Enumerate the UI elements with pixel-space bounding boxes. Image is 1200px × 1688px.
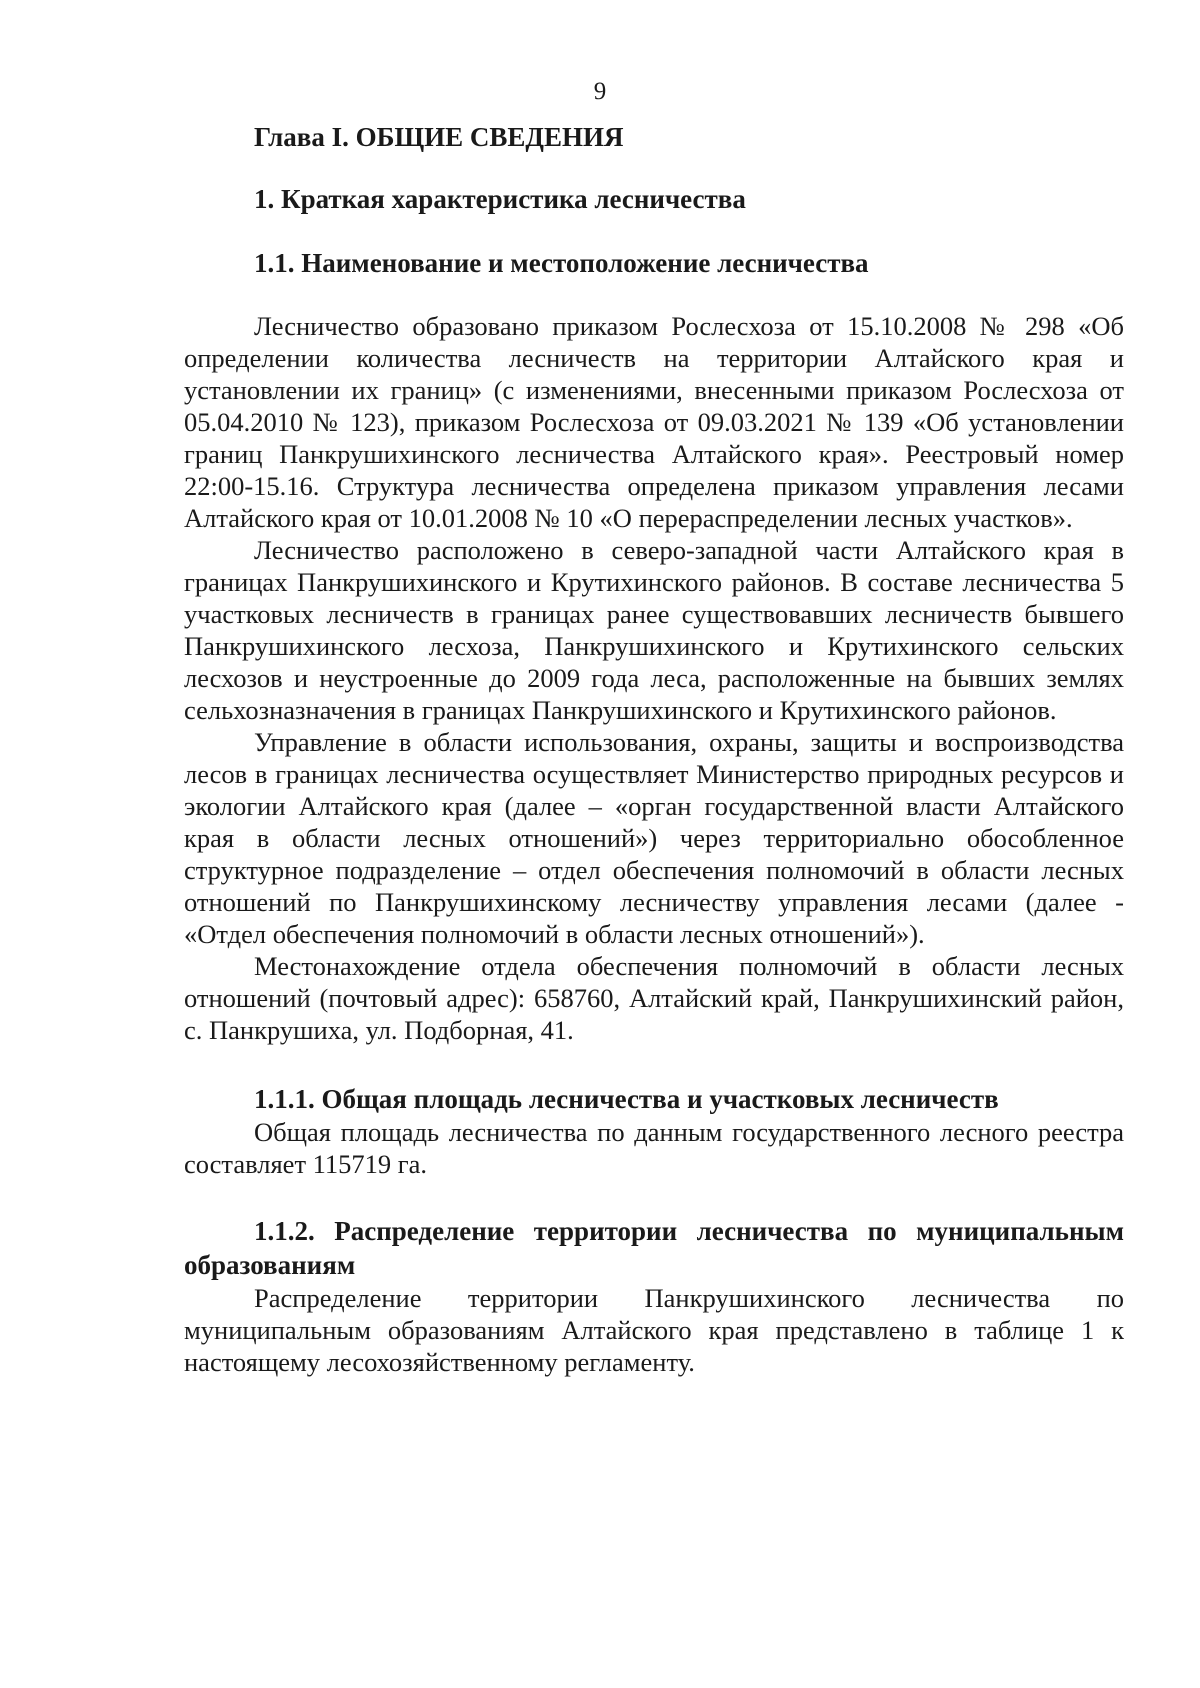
paragraph-establishment: Лесничество образовано приказом Рослесхоза от 15.10.2008 № 298 «Об определении количества лесничеств на территории Алтайского края и установлении их границ» (с изменениями, внесенными приказом Рослесхоза от 05.04.2010 № 123), приказом Рослесхоза от 09.03.2021 № 139 «Об установлении границ Панкрушихинского лесничества Алтайского края». Реестровый номер 22:00-15.16. Структура лесничества определена приказом управления лесами Алтайского края от 10.01.2008 № 10 «О перераспределении лесных участков». bbox=[184, 311, 1124, 533]
chapter-title: Глава I. ОБЩИЕ СВЕДЕНИЯ bbox=[254, 122, 624, 152]
paragraph-management: Управление в области использования, охраны, защиты и воспроизводства лесов в границах лесничества осуществляет Министерство природных ресурсов и экологии Алтайского края (далее – «орган государственной власти Алтайского края в области лесных отношений») через территориально обособленное структурное подразделение – отдел обеспечения полномочий в области лесных отношений по Панкрушихинскому лесничеству управления лесами (далее - «Отдел обеспечения полномочий в области лесных отношений»). bbox=[184, 727, 1124, 949]
page-content bbox=[184, 120, 1124, 1378]
paragraph-location: Лесничество расположено в северо-западной части Алтайского края в границах Панкрушихинского и Крутихинского районов. В составе лесничества 5 участковых лесничеств в границах ранее существовавших лесничеств бывшего Панкрушихинского лесхоза, Панкрушихинского и Крутихинского сельских лесхозов и неустроенные до 2009 года леса, расположенные на бывших землях сельхозназначения в границах Панкрушихинского и Крутихинского районов. bbox=[184, 535, 1124, 725]
paragraph-address: Местонахождение отдела обеспечения полномочий в области лесных отношений (почтовый адрес): 658760, Алтайский край, Панкрушихинский район, с. Панкрушиха, ул. Подборная, 41. bbox=[184, 951, 1124, 1045]
section-1-1-2-heading: 1.1.2. Распределение территории лесничества по муниципальным образованиям bbox=[184, 1216, 1124, 1280]
section-1-1-heading: 1.1. Наименование и местоположение лесничества bbox=[254, 248, 869, 278]
paragraph-total-area: Общая площадь лесничества по данным государственного лесного реестра составляет 115719 га. bbox=[184, 1117, 1124, 1179]
section-1-1-1-heading: 1.1.1. Общая площадь лесничества и участковых лесничеств bbox=[254, 1084, 999, 1114]
paragraph-municipal-distribution: Распределение территории Панкрушихинского лесничества по муниципальным образованиям Алтайского края представлено в таблице 1 к настоящему лесохозяйственному регламенту. bbox=[184, 1283, 1124, 1377]
section-1-heading: 1. Краткая характеристика лесничества bbox=[254, 184, 746, 214]
page-number: 9 bbox=[593, 78, 607, 105]
